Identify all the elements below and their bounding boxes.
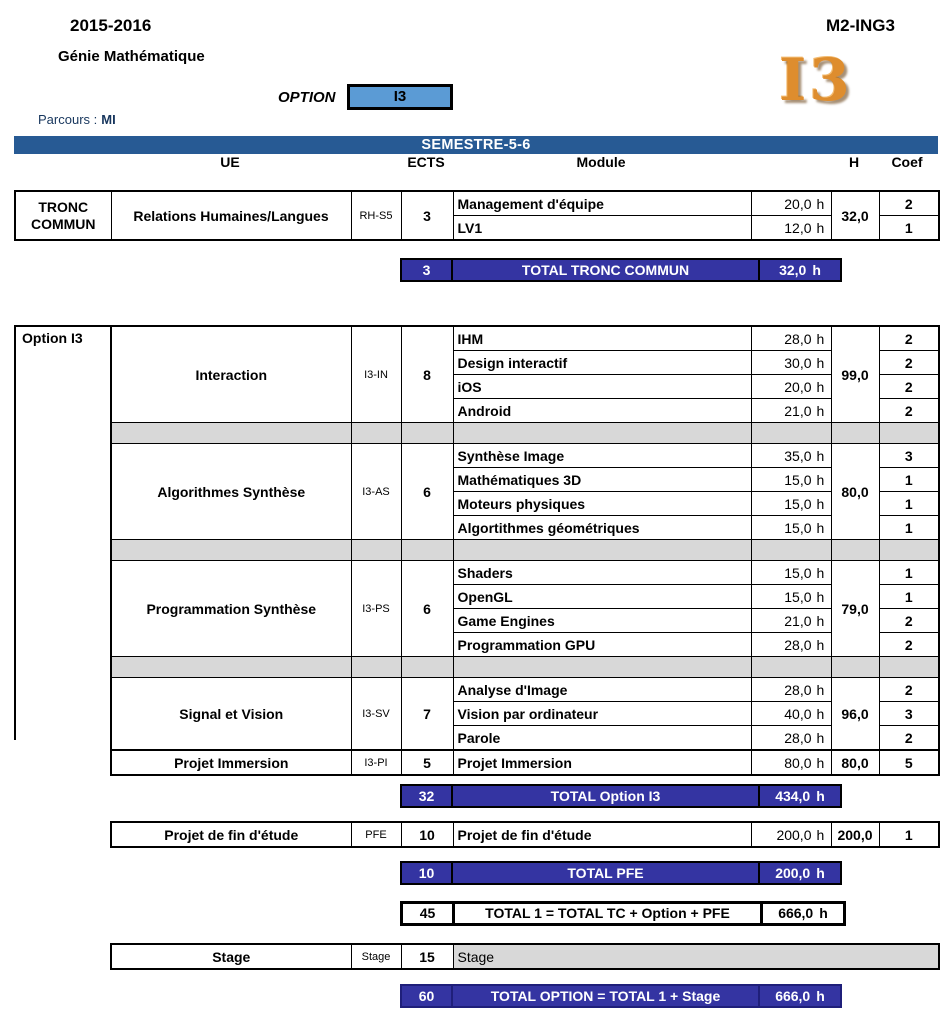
ue-name-cell: Algorithmes Synthèse bbox=[111, 444, 351, 540]
hours-unit: h bbox=[816, 495, 825, 512]
hours-value: 32,0 bbox=[779, 262, 807, 278]
hours-value: 15,0 bbox=[784, 495, 812, 512]
hours-unit: h bbox=[812, 262, 821, 278]
hours-value: 35,0 bbox=[784, 447, 812, 464]
hours-value: 28,0 bbox=[784, 330, 812, 347]
ue-name-cell: Projet Immersion bbox=[111, 750, 351, 775]
group-label bbox=[15, 191, 111, 240]
ects-cell: 10 bbox=[401, 822, 453, 847]
hours-unit: h bbox=[816, 754, 825, 771]
total-label: TOTAL TRONC COMMUN bbox=[453, 260, 758, 280]
ects-cell: 3 bbox=[401, 191, 453, 240]
module-hours-cell bbox=[751, 750, 831, 775]
hours-value: 12,0 bbox=[784, 219, 812, 236]
ue-code-cell: Stage bbox=[351, 944, 401, 969]
total-row-1 bbox=[400, 901, 846, 926]
i3-logo: I3 bbox=[779, 46, 853, 114]
module-coef-cell: 1 bbox=[879, 492, 939, 516]
module-coef-cell: 2 bbox=[879, 191, 939, 216]
ue-total-hours-cell: 80,0 bbox=[831, 750, 879, 775]
module-name-cell: OpenGL bbox=[453, 585, 751, 609]
total-hours bbox=[760, 863, 840, 883]
module-name-cell: Design interactif bbox=[453, 351, 751, 375]
semester-banner: SEMESTRE-5-6 bbox=[14, 136, 938, 154]
module-hours-cell bbox=[751, 561, 831, 585]
hours-unit: h bbox=[816, 705, 825, 722]
hours-value: 15,0 bbox=[784, 471, 812, 488]
hours-value: 200,0 bbox=[775, 865, 811, 881]
hours-unit: h bbox=[816, 612, 825, 629]
ue-name-cell: Relations Humaines/Langues bbox=[111, 191, 351, 240]
hours-unit: h bbox=[816, 519, 825, 536]
option-label: OPTION bbox=[278, 89, 336, 106]
column-header-row bbox=[0, 154, 940, 170]
hours-value: 80,0 bbox=[784, 754, 812, 771]
parcours-value: MI bbox=[101, 112, 116, 127]
separator-row bbox=[111, 540, 939, 561]
total-row-pfe bbox=[400, 861, 842, 885]
col-header-ue: UE bbox=[220, 154, 240, 170]
ue-name-cell: Interaction bbox=[111, 326, 351, 423]
hours-unit: h bbox=[816, 378, 825, 395]
col-header-h: H bbox=[848, 154, 860, 170]
module-name-cell: Projet de fin d'étude bbox=[453, 822, 751, 847]
hours-value: 21,0 bbox=[784, 612, 812, 629]
ects-cell: 6 bbox=[401, 444, 453, 540]
module-name-cell: Parole bbox=[453, 726, 751, 751]
module-hours-cell bbox=[751, 399, 831, 423]
module-name-cell: Programmation GPU bbox=[453, 633, 751, 657]
ue-total-hours-cell: 79,0 bbox=[831, 561, 879, 657]
module-coef-cell: 1 bbox=[879, 822, 939, 847]
module-name-cell: Synthèse Image bbox=[453, 444, 751, 468]
hours-unit: h bbox=[816, 402, 825, 419]
ue-total-hours-cell: 80,0 bbox=[831, 444, 879, 540]
hours-value: 21,0 bbox=[784, 402, 812, 419]
module-name-cell: Algortithmes géométriques bbox=[453, 516, 751, 540]
hours-unit: h bbox=[816, 471, 825, 488]
ue-total-hours-cell: 200,0 bbox=[831, 822, 879, 847]
hours-unit: h bbox=[816, 788, 825, 804]
hours-value: 666,0 bbox=[775, 988, 811, 1004]
module-name-cell: Vision par ordinateur bbox=[453, 702, 751, 726]
ects-cell: 15 bbox=[401, 944, 453, 969]
module-hours-cell bbox=[751, 326, 831, 351]
program-title: Génie Mathématique bbox=[58, 48, 205, 65]
hours-value: 30,0 bbox=[784, 354, 812, 371]
total-hours bbox=[760, 986, 840, 1006]
module-coef-cell: 2 bbox=[879, 609, 939, 633]
module-name-cell: Shaders bbox=[453, 561, 751, 585]
module-hours-cell bbox=[751, 678, 831, 702]
ects-cell: 6 bbox=[401, 561, 453, 657]
ue-total-hours-cell: 32,0 bbox=[831, 191, 879, 240]
module-hours-cell bbox=[751, 375, 831, 399]
module-coef-cell: 1 bbox=[879, 585, 939, 609]
hours-value: 28,0 bbox=[784, 681, 812, 698]
hours-value: 200,0 bbox=[776, 826, 812, 843]
ue-name-cell: Projet de fin d'étude bbox=[111, 822, 351, 847]
hours-value: 15,0 bbox=[784, 588, 812, 605]
module-coef-cell: 1 bbox=[879, 561, 939, 585]
ue-name-cell: Programmation Synthèse bbox=[111, 561, 351, 657]
module-name-cell: iOS bbox=[453, 375, 751, 399]
total-hours bbox=[763, 904, 843, 923]
hours-value: 20,0 bbox=[784, 378, 812, 395]
hours-unit: h bbox=[816, 354, 825, 371]
module-name-cell: Mathématiques 3D bbox=[453, 468, 751, 492]
module-name-cell: Moteurs physiques bbox=[453, 492, 751, 516]
ue-code-cell: I3-SV bbox=[351, 678, 401, 751]
total-ects: 10 bbox=[402, 863, 451, 883]
module-name-cell: IHM bbox=[453, 326, 751, 351]
module-coef-cell: 1 bbox=[879, 468, 939, 492]
ue-code-cell: I3-AS bbox=[351, 444, 401, 540]
total-label: TOTAL PFE bbox=[453, 863, 758, 883]
hours-unit: h bbox=[816, 219, 825, 236]
hours-unit: h bbox=[816, 447, 825, 464]
parcours-label: Parcours : bbox=[38, 112, 98, 127]
module-hours-cell bbox=[751, 702, 831, 726]
module-hours-cell bbox=[751, 492, 831, 516]
module-hours-cell bbox=[751, 468, 831, 492]
year-label: 2015-2016 bbox=[70, 16, 152, 35]
total-hours bbox=[760, 786, 840, 806]
module-coef-cell: 3 bbox=[879, 444, 939, 468]
ue-code-cell: PFE bbox=[351, 822, 401, 847]
module-coef-cell: 5 bbox=[879, 750, 939, 775]
total-ects: 45 bbox=[403, 904, 452, 923]
module-name-cell: LV1 bbox=[453, 216, 751, 241]
col-header-ects: ECTS bbox=[407, 154, 445, 170]
module-coef-cell: 2 bbox=[879, 633, 939, 657]
hours-unit: h bbox=[816, 564, 825, 581]
hours-unit: h bbox=[816, 636, 825, 653]
module-coef-cell: 2 bbox=[879, 399, 939, 423]
option-value-box[interactable]: I3 bbox=[347, 84, 453, 110]
ue-code-cell: I3-PI bbox=[351, 750, 401, 775]
hours-unit: h bbox=[816, 330, 825, 347]
degree-label: M2-ING3 bbox=[826, 16, 895, 35]
hours-unit: h bbox=[816, 865, 825, 881]
tronc-commun-table bbox=[14, 190, 940, 241]
hours-unit: h bbox=[816, 195, 825, 212]
option-group-column bbox=[14, 325, 110, 740]
module-name-cell: Stage bbox=[453, 944, 939, 969]
hours-unit: h bbox=[816, 588, 825, 605]
module-hours-cell bbox=[751, 726, 831, 751]
parcours-line bbox=[38, 112, 116, 127]
module-name-cell: Management d'équipe bbox=[453, 191, 751, 216]
module-hours-cell bbox=[751, 191, 831, 216]
ue-code-cell: I3-PS bbox=[351, 561, 401, 657]
ue-code-cell: I3-IN bbox=[351, 326, 401, 423]
module-coef-cell: 1 bbox=[879, 216, 939, 241]
module-name-cell: Game Engines bbox=[453, 609, 751, 633]
ue-name-cell: Stage bbox=[111, 944, 351, 969]
ue-name-cell: Signal et Vision bbox=[111, 678, 351, 751]
module-hours-cell bbox=[751, 609, 831, 633]
hours-unit: h bbox=[816, 681, 825, 698]
total-label: TOTAL Option I3 bbox=[453, 786, 758, 806]
hours-value: 666,0 bbox=[778, 905, 814, 921]
module-name-cell: Android bbox=[453, 399, 751, 423]
module-hours-cell bbox=[751, 216, 831, 241]
module-hours-cell bbox=[751, 585, 831, 609]
module-hours-cell bbox=[751, 822, 831, 847]
module-hours-cell bbox=[751, 351, 831, 375]
separator-row bbox=[111, 657, 939, 678]
module-hours-cell bbox=[751, 633, 831, 657]
module-coef-cell: 2 bbox=[879, 678, 939, 702]
module-name-cell: Analyse d'Image bbox=[453, 678, 751, 702]
total-hours bbox=[760, 260, 840, 280]
stage-row-table bbox=[110, 943, 940, 970]
module-name-cell: Projet Immersion bbox=[453, 750, 751, 775]
total-row-tronc-commun bbox=[400, 258, 842, 282]
ue-total-hours-cell: 99,0 bbox=[831, 326, 879, 423]
hours-unit: h bbox=[816, 729, 825, 746]
ects-cell: 8 bbox=[401, 326, 453, 423]
hours-unit: h bbox=[816, 826, 825, 843]
total-ects: 32 bbox=[402, 786, 451, 806]
pfe-row-table bbox=[110, 821, 940, 848]
hours-value: 28,0 bbox=[784, 636, 812, 653]
hours-value: 434,0 bbox=[775, 788, 811, 804]
hours-value: 20,0 bbox=[784, 195, 812, 212]
module-coef-cell: 3 bbox=[879, 702, 939, 726]
ue-total-hours-cell: 96,0 bbox=[831, 678, 879, 751]
col-header-coef: Coef bbox=[891, 154, 923, 170]
ects-cell: 5 bbox=[401, 750, 453, 775]
module-coef-cell: 1 bbox=[879, 516, 939, 540]
module-coef-cell: 2 bbox=[879, 726, 939, 751]
total-row-grand bbox=[400, 984, 842, 1008]
total-ects: 60 bbox=[402, 986, 451, 1006]
module-hours-cell bbox=[751, 444, 831, 468]
module-hours-cell bbox=[751, 516, 831, 540]
hours-value: 15,0 bbox=[784, 564, 812, 581]
option-i3-table bbox=[110, 325, 940, 776]
module-coef-cell: 2 bbox=[879, 326, 939, 351]
ue-code-cell: RH-S5 bbox=[351, 191, 401, 240]
col-header-module: Module bbox=[576, 154, 626, 170]
hours-unit: h bbox=[819, 905, 828, 921]
total-label: TOTAL OPTION = TOTAL 1 + Stage bbox=[453, 986, 758, 1006]
hours-value: 40,0 bbox=[784, 705, 812, 722]
group-label-line2: COMMUN bbox=[30, 215, 96, 232]
module-coef-cell: 2 bbox=[879, 375, 939, 399]
total-row-option-i3 bbox=[400, 784, 842, 808]
hours-value: 15,0 bbox=[784, 519, 812, 536]
module-coef-cell: 2 bbox=[879, 351, 939, 375]
separator-row bbox=[111, 423, 939, 444]
hours-value: 28,0 bbox=[784, 729, 812, 746]
option-group-label: Option I3 bbox=[22, 330, 83, 346]
total-label: TOTAL 1 = TOTAL TC + Option + PFE bbox=[455, 904, 760, 923]
hours-unit: h bbox=[816, 988, 825, 1004]
ects-cell: 7 bbox=[401, 678, 453, 751]
total-ects: 3 bbox=[402, 260, 451, 280]
group-label-line1: TRONC bbox=[38, 198, 89, 215]
